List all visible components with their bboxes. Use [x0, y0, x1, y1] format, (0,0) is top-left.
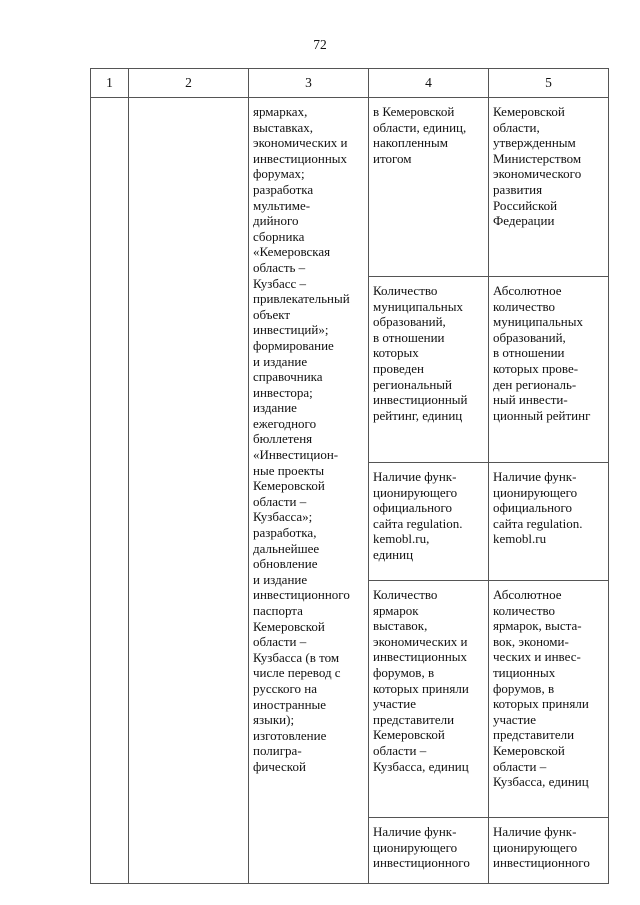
table-row	[91, 98, 609, 277]
header-col-5: 5	[489, 69, 609, 98]
cell-indicator: Наличие функ- ционирующего официального сайта regulation. kemobl.ru, единиц	[369, 463, 489, 581]
cell-method: Кемеровской области, утвержденным Министерством экономического развития Российской Федерации	[489, 98, 609, 277]
header-col-1: 1	[91, 69, 129, 98]
header-col-3: 3	[249, 69, 369, 98]
cell-method: Наличие функ- ционирующего инвестиционного	[489, 818, 609, 884]
cell-method: Абсолютное количество муниципальных образований, в отношении которых прове- ден региональ- ный инвести- ционный рейтинг	[489, 277, 609, 463]
cell-method: Наличие функ- ционирующего официального сайта regulation. kemobl.ru	[489, 463, 609, 581]
header-col-2: 2	[129, 69, 249, 98]
cell-activities: ярмарках, выставках, экономических и инвестиционных форумах; разработка мультиме- дийного сборника «Кемеровская область – Кузбасс – привлекательный объект инвестиций»; формирование и издание справочника инвестора; издание ежегодного бюллетеня «Инвестицион- ные проекты Кемеровской области – Кузбасса»; разработка, дальнейшее обновление и издание инвестиционного паспорта Кемеровской области – Кузбасса (в том числе перевод с русского на иностранные языки); изготовление полигра- фической	[249, 98, 369, 884]
cell-indicator: в Кемеровской области, единиц, накопленным итогом	[369, 98, 489, 277]
data-table	[90, 68, 609, 884]
cell-col-1	[91, 98, 129, 884]
page-number: 72	[313, 37, 327, 52]
header-col-4: 4	[369, 69, 489, 98]
cell-method: Абсолютное количество ярмарок, выста- вок, экономи- ческих и инвес- тиционных форумов, в которых приняли участие представители Кемеровской области – Кузбасса, единиц	[489, 581, 609, 818]
header-row	[91, 69, 609, 98]
cell-indicator: Количество муниципальных образований, в отношении которых проведен региональный инвестиционный рейтинг, единиц	[369, 277, 489, 463]
cell-indicator: Количество ярмарок выставок, экономических и инвестиционных форумов, в которых приняли участие представители Кемеровской области – Кузбасса, единиц	[369, 581, 489, 818]
cell-indicator: Наличие функ- ционирующего инвестиционного	[369, 818, 489, 884]
cell-col-2	[129, 98, 249, 884]
